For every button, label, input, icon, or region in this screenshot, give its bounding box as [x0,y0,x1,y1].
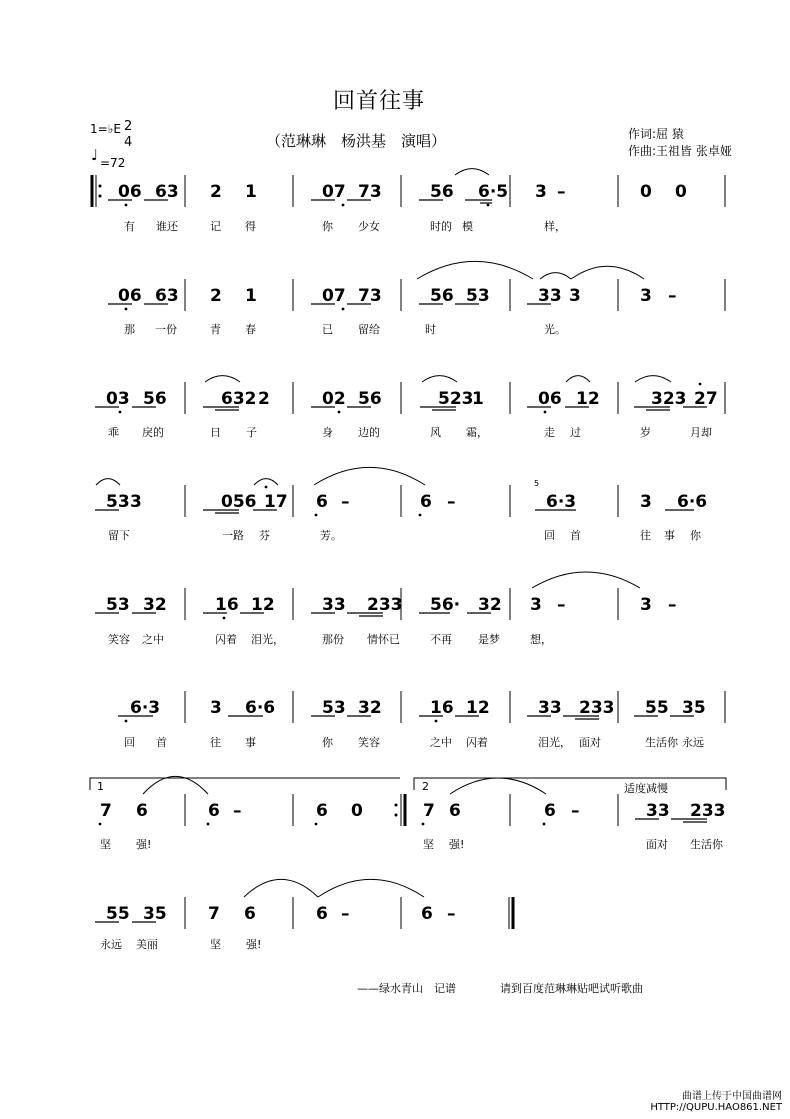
lyric: 笑容 [108,633,130,646]
octave-dot [315,514,318,517]
note-group: 53 [466,286,490,306]
octave-dot [544,411,547,414]
lyric: 事 [245,736,256,749]
time-signature-bottom: 4 [124,135,133,150]
note-group: 03 [106,389,130,409]
lyric: 你 [690,529,701,542]
note-group: – [557,182,566,202]
lyric: 月却 [690,426,712,439]
note-group: 56· [430,595,461,615]
note-group: – [341,904,350,924]
note-group: 07 [322,182,346,202]
note-group: – [668,595,677,615]
volta-1-number: 1 [97,780,104,793]
note-group: 6 [316,801,328,821]
octave-dot [699,383,702,386]
lyric: 那 [124,323,135,336]
lyric: 走 [544,426,555,439]
slur [540,273,571,279]
note-group: 1 [472,389,484,409]
tempo-marking: =72 [100,156,126,170]
note-group: 6·6 [245,698,276,718]
note-group: 523 [438,389,474,409]
note-group: 056 [221,492,257,512]
note-group: 6 [208,801,220,821]
octave-dot [125,720,128,723]
note-group: – [668,286,677,306]
lyric: 留下 [108,529,130,542]
lyric: 岁 [640,426,651,439]
note-group: 233 [367,595,403,615]
octave-dot [315,823,318,826]
note-group: – [447,492,456,512]
note-group: 6·6 [677,492,708,512]
lyric: 坚 [423,838,434,851]
note-group: 53 [322,698,346,718]
slur [455,169,489,175]
octave-dot [207,823,210,826]
note-group: 63 [155,286,179,306]
slur [450,778,546,794]
note-group: 3 [530,595,542,615]
note-group: 3 [210,698,222,718]
lyric: 强! [136,838,152,851]
note-group: 3 [130,492,142,512]
lyric: 模 [462,220,473,233]
lyric: 风 [430,426,441,439]
slur [635,376,671,382]
note-group: 6·3 [130,698,161,718]
lyric: 生活你 [690,838,723,851]
slur [244,879,318,897]
transcriber: ——绿水青山 记谱 [357,982,456,995]
lyric: 边的 [358,426,380,439]
note-group: 33 [322,595,346,615]
note-group: 7 [100,801,112,821]
note-group: 16 [430,698,454,718]
lyric: 笑容 [358,736,380,749]
note-group: 6 [449,801,461,821]
note-group: 35 [143,904,167,924]
lyric: 之中 [430,736,452,749]
note-group: 7 [208,904,220,924]
lyric: 泪光， [251,633,284,646]
note-group: 73 [358,182,382,202]
octave-dot [487,204,490,207]
note-group: 73 [358,286,382,306]
lyricist-credit: 作词:屈 猿 [628,127,684,141]
note-group: 56 [143,389,167,409]
lyric: 强! [246,938,262,951]
volta-2-number: 2 [422,780,429,793]
lyric: 面对 [646,838,668,851]
key-signature: 1=♭E [90,122,121,136]
note-group: 33 [646,801,670,821]
slur [314,467,425,485]
note-group: 02 [322,389,346,409]
time-signature-top: 2 [124,119,133,134]
octave-dot [99,823,102,826]
note-group: 12 [576,389,600,409]
composer-credit: 作曲:王祖皆 张卓娅 [628,144,732,158]
lyric: 想， [530,633,552,646]
octave-dot [338,411,341,414]
slur [422,376,457,382]
lyric: 过 [570,426,581,439]
grace-note: 5 [534,479,540,488]
lyric: 霜， [466,426,488,439]
lyric: 往 [210,736,221,749]
note-group: 2 [210,182,222,202]
octave-dot [119,411,122,414]
lyric: 回 [124,736,135,749]
lyric: 得 [245,220,256,233]
lyric: 光。 [544,323,566,336]
octave-dot [125,308,128,311]
lyric: 有 [124,220,135,233]
note-group: 2 [258,389,270,409]
slur [566,376,590,382]
note-group: 0 [640,182,652,202]
note-group: 12 [466,698,490,718]
slur [143,776,208,794]
repeat-dot [395,804,398,807]
note-group: 0 [351,801,363,821]
note-group: 16 [215,595,239,615]
tempo-direction: 适度减慢 [624,782,668,795]
lyric: 记 [210,220,221,233]
lyric: 子 [246,426,257,439]
octave-dot [342,204,345,207]
note-group: 63 [155,182,179,202]
octave-dot [419,514,422,517]
slur [532,572,640,588]
lyric: 不再 [430,633,452,646]
lyric: 谁还 [156,220,178,233]
lyric: 乖 [108,426,119,439]
lyric: 首 [570,529,581,542]
note-group: 27 [694,389,718,409]
note-group: 233 [579,698,615,718]
song-title: 回首往事 [333,89,426,114]
slur [205,376,240,382]
note-group: 3 [640,492,652,512]
note-group: 32 [358,698,382,718]
lyric: 身 [322,426,333,439]
lyric: 青 [210,323,221,336]
note-group: – [557,595,566,615]
footer-note: 请到百度范琳琳贴吧试听歌曲 [500,982,643,995]
lyric: 是梦 [478,633,500,646]
slur [254,479,278,485]
octave-dot [435,720,438,723]
octave-dot [125,204,128,207]
volta-2-bracket [414,778,726,790]
note-group: 6 [544,801,556,821]
lyric: 戾的 [142,426,164,439]
lyric: 情怀已 [367,633,400,646]
note-group: 6·5 [478,182,509,202]
octave-dot [342,308,345,311]
lyric: 你 [322,736,333,749]
note-group: 33 [538,698,562,718]
site-watermark [650,1091,782,1113]
lyric: 事 [664,529,675,542]
lyric: 那份 [322,633,344,646]
lyric: 永远 [682,736,704,749]
lyric: 回 [544,529,555,542]
note-group: 35 [682,698,706,718]
note-group: 1 [245,286,257,306]
lyric: 生活你 [645,736,678,749]
note-group: 56 [430,182,454,202]
lyric: 芳。 [320,529,342,542]
note-group: 6 [316,904,328,924]
lyric: 已 [322,323,333,336]
note-group: 3 [535,182,547,202]
lyric: 闪着 [215,633,237,646]
note-group: 32 [143,595,167,615]
site-line-1: 曲谱上传于中国曲谱网 [682,1091,782,1102]
slur [318,879,424,897]
lyric: 时的 [430,220,452,233]
octave-dot [422,823,425,826]
lyric: 时 [425,323,436,336]
note-group: 06 [118,182,142,202]
note-group: 2 [210,286,222,306]
note-group: 3 [569,286,581,306]
note-group: – [571,801,580,821]
note-group: 07 [322,286,346,306]
note-group: 53 [106,492,130,512]
lyric: 强! [449,838,465,851]
note-group: 233 [690,801,726,821]
note-group: – [447,904,456,924]
note-group: 53 [106,595,130,615]
note-group: 6 [316,492,328,512]
octave-dot [265,486,268,489]
note-group: 56 [430,286,454,306]
note-group: 6 [244,904,256,924]
lyric: 首 [156,736,167,749]
lyric: 面对 [579,736,601,749]
note-group: – [233,801,242,821]
quarter-note-icon: ♩ [91,146,99,164]
note-group: 33 [538,286,562,306]
note-group: 3 [640,286,652,306]
note-group: 56 [358,389,382,409]
slur [571,266,644,279]
lyric: 永远 [100,938,122,951]
lyric: 坚 [210,938,221,951]
lyric: 你 [322,220,333,233]
lyric: 美丽 [136,938,158,951]
lyric: 留给 [358,323,380,336]
lyric: 之中 [142,633,164,646]
note-group: 6 [421,904,433,924]
lyric: 一路 [222,529,244,542]
note-group: 1 [245,182,257,202]
slur [417,261,533,279]
note-group: 6·3 [546,492,577,512]
lyric: 坚 [100,838,111,851]
lyric: 春 [245,323,256,336]
repeat-dot [99,195,102,198]
slur [96,479,120,485]
lyric: 少女 [358,220,380,233]
note-group: 3 [640,595,652,615]
note-group: 6 [136,801,148,821]
note-group: 12 [251,595,275,615]
note-group: 6 [420,492,432,512]
lyric: 一份 [155,323,177,336]
note-group: 323 [651,389,687,409]
note-group: 06 [118,286,142,306]
note-group: – [341,492,350,512]
note-group: 32 [478,595,502,615]
volta-1-bracket [90,778,400,790]
repeat-dot [99,185,102,188]
lyric: 闪着 [466,736,488,749]
note-group: 55 [106,904,130,924]
note-group: 55 [645,698,669,718]
lyric: 样， [544,220,566,233]
note-group: 06 [538,389,562,409]
note-group: 0 [675,182,687,202]
repeat-dot [395,814,398,817]
note-group: 632 [221,389,257,409]
lyric: 往 [640,529,651,542]
octave-dot [543,823,546,826]
singers: （范琳琳 杨洪基 演唱） [266,132,447,150]
site-line-2: HTTP://QUPU.HAO861.NET [650,1102,782,1113]
note-group: 7 [423,801,435,821]
lyric: 泪光， [538,736,571,749]
octave-dot [223,617,226,620]
lyric: 日 [210,426,221,439]
note-group: 17 [264,492,288,512]
lyric: 芬 [259,529,270,542]
